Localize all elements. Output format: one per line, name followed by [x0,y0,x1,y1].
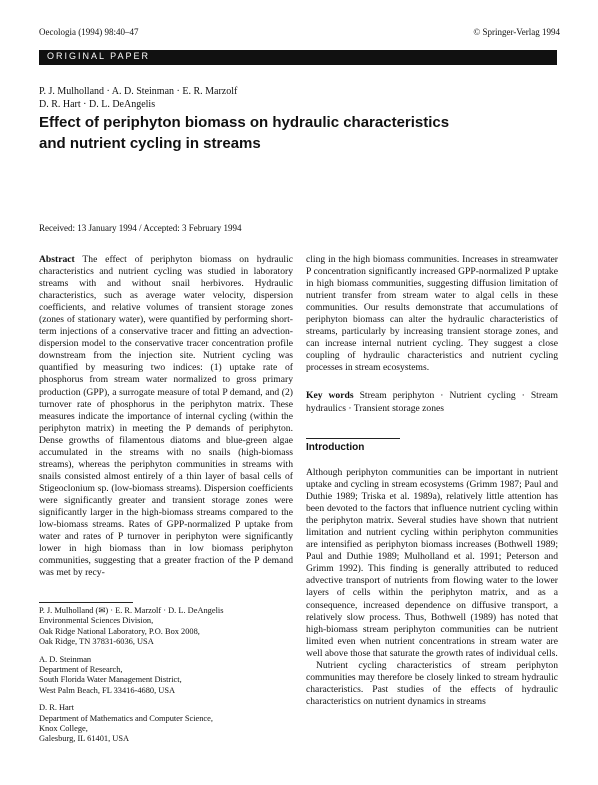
author-line: P. J. Mulholland · A. D. Steinman · E. R. Marzolf [39,86,238,97]
footnote-divider [39,602,133,603]
article-type-banner [39,50,557,65]
abstract-column-left [39,254,293,579]
title-line: Effect of periphyton biomass on hydraulic characteristics [39,114,450,131]
affiliation-line: Department of Mathematics and Computer Science, [39,713,213,723]
affiliation-line: Oak Ridge National Laboratory, P.O. Box 2008, [39,626,200,636]
article-type-label: ORIGINAL PAPER [47,51,151,61]
keywords-text: Stream periphyton · Nutrient cycling · Stream hydraulics · Transient storage zones [306,390,559,414]
introduction-heading: Introduction [306,442,365,453]
author-list [39,85,237,111]
abstract-continued: cling in the high biomass communities. Increases in streamwater P concentration significantly increased GPP-normalized P uptake in high biomass communities, suggesting diffusion limitation of nutrient transfer from stream water to algal cells in these communities. Our results demonstrate that accumulations of periphyton biomass can alter the hydraulic characteristics of streams, particularly by increasing transient storage zones, and can increase internal nutrient cycling. They suggest a close coupling of hydraulic characteristics and nutrient cycling processes in stream ecosystems. [306,254,558,374]
author-line: D. R. Hart · D. L. DeAngelis [39,99,156,110]
title-line: and nutrient cycling in streams [39,135,261,152]
affiliation-line: Knox College, [39,724,88,734]
paragraph: Nutrient cycling characteristics of stream periphyton communities may therefore be closely linked to stream hydraulic characteristics. Past studies of the effects of hydraulic characteristics on nutrient dynamics in streams [306,659,558,707]
affiliation-line: Galesburg, IL 61401, USA [39,734,130,744]
keywords-label: Key words [306,390,354,402]
received-dates: Received: 13 January 1994 / Accepted: 3 February 1994 [39,223,242,233]
abstract-column-right [306,254,558,415]
affiliation-line: Oak Ridge, TN 37831-6036, USA [39,637,154,647]
affiliation-name: A. D. Steinman [39,654,92,664]
abstract-text: The effect of periphyton biomass on hydraulic characteristics and nutrient cycling was studied in laboratory streams with and without snail herbivores. Hydraulic characteristics, such as average water velocity, dispersion coefficients, and relative volumes of transient storage zones (zones of stationary water), were quantified by performing short-term injections of a conservative tracer and fitting an advection-dispersion model to the conservative tracer concentration profile downstream from the injection site. Nutrient cycling was quantified by measuring two indices: (1) uptake rate of phosphorus from stream water normalized to gross primary production (GPP), a surrogate measure of total P demand, and (2) turnover rate of phosphorus in the periphyton matrix. These measures indicate the importance of internal cycling (within the periphyton matrix) in meeting the P demands of periphyton. Dense growths of filamentous diatoms and blue-green algae accumulated in the streams with no snails (high-biomass streams), whereas the periphyton communities in streams with snails consisted almost entirely of a thin layer of basal cells of Stigeoclonium sp. (low-biomass streams). Dispersion coefficients were significantly greater and transient storage zones were significantly larger in the high-biomass streams compared to the low-biomass streams. Rates of GPP-normalized P uptake from water and rates of P turnover in periphyton were significantly lower in high biomass than in low biomass periphyton communities, suggesting that a greater fraction of the P demand was met by recy- [39,254,293,579]
introduction-body [306,467,558,708]
affiliation-name: D. R. Hart [39,703,74,713]
keywords [306,390,558,414]
abstract-label: Abstract [39,254,75,265]
affiliation-name: P. J. Mulholland (✉) · E. R. Marzolf · D. L. DeAngelis [39,606,224,615]
paper-title [39,112,539,154]
copyright-notice: © Springer-Verlag 1994 [473,27,560,37]
section-divider [306,438,400,439]
affiliation-line: West Palm Beach, FL 33416-4680, USA [39,685,176,695]
journal-citation: Oecologia (1994) 98:40–47 [39,27,139,37]
affiliation-line: South Florida Water Management District, [39,675,182,685]
affiliation-line: Environmental Sciences Division, [39,616,154,626]
affiliation-line: Department of Research, [39,665,123,675]
author-affiliations [39,606,293,745]
paragraph: Although periphyton communities can be important in nutrient uptake and cycling in stream ecosystems (Grimm 1987; Paul and Duthie 1989; Triska et al. 1989a), relatively little attention has been devoted to the factors that influence nutrient cycling within the periphyton matrix. Several studies have shown that nutrient limitation and nutrient cycling within periphyton communities are intensified as periphyton biomass increases (Bothwell 1989; Paul and Duthie 1989; Mulholland et al. 1991; Peterson and Grimm 1992). This finding is generally attributed to reduced advective transport of nutrients from flowing water to the lower layers of cells within the periphyton matrix, and as a consequence, increased dependence on diffusive transport, a relatively slow process. Thus, Bothwell (1989) has noted that high-biomass stream periphyton communities can be nutrient limited even when nutrient concentrations in stream water are well above those that saturate the growth rates of individual cells. [306,467,558,659]
